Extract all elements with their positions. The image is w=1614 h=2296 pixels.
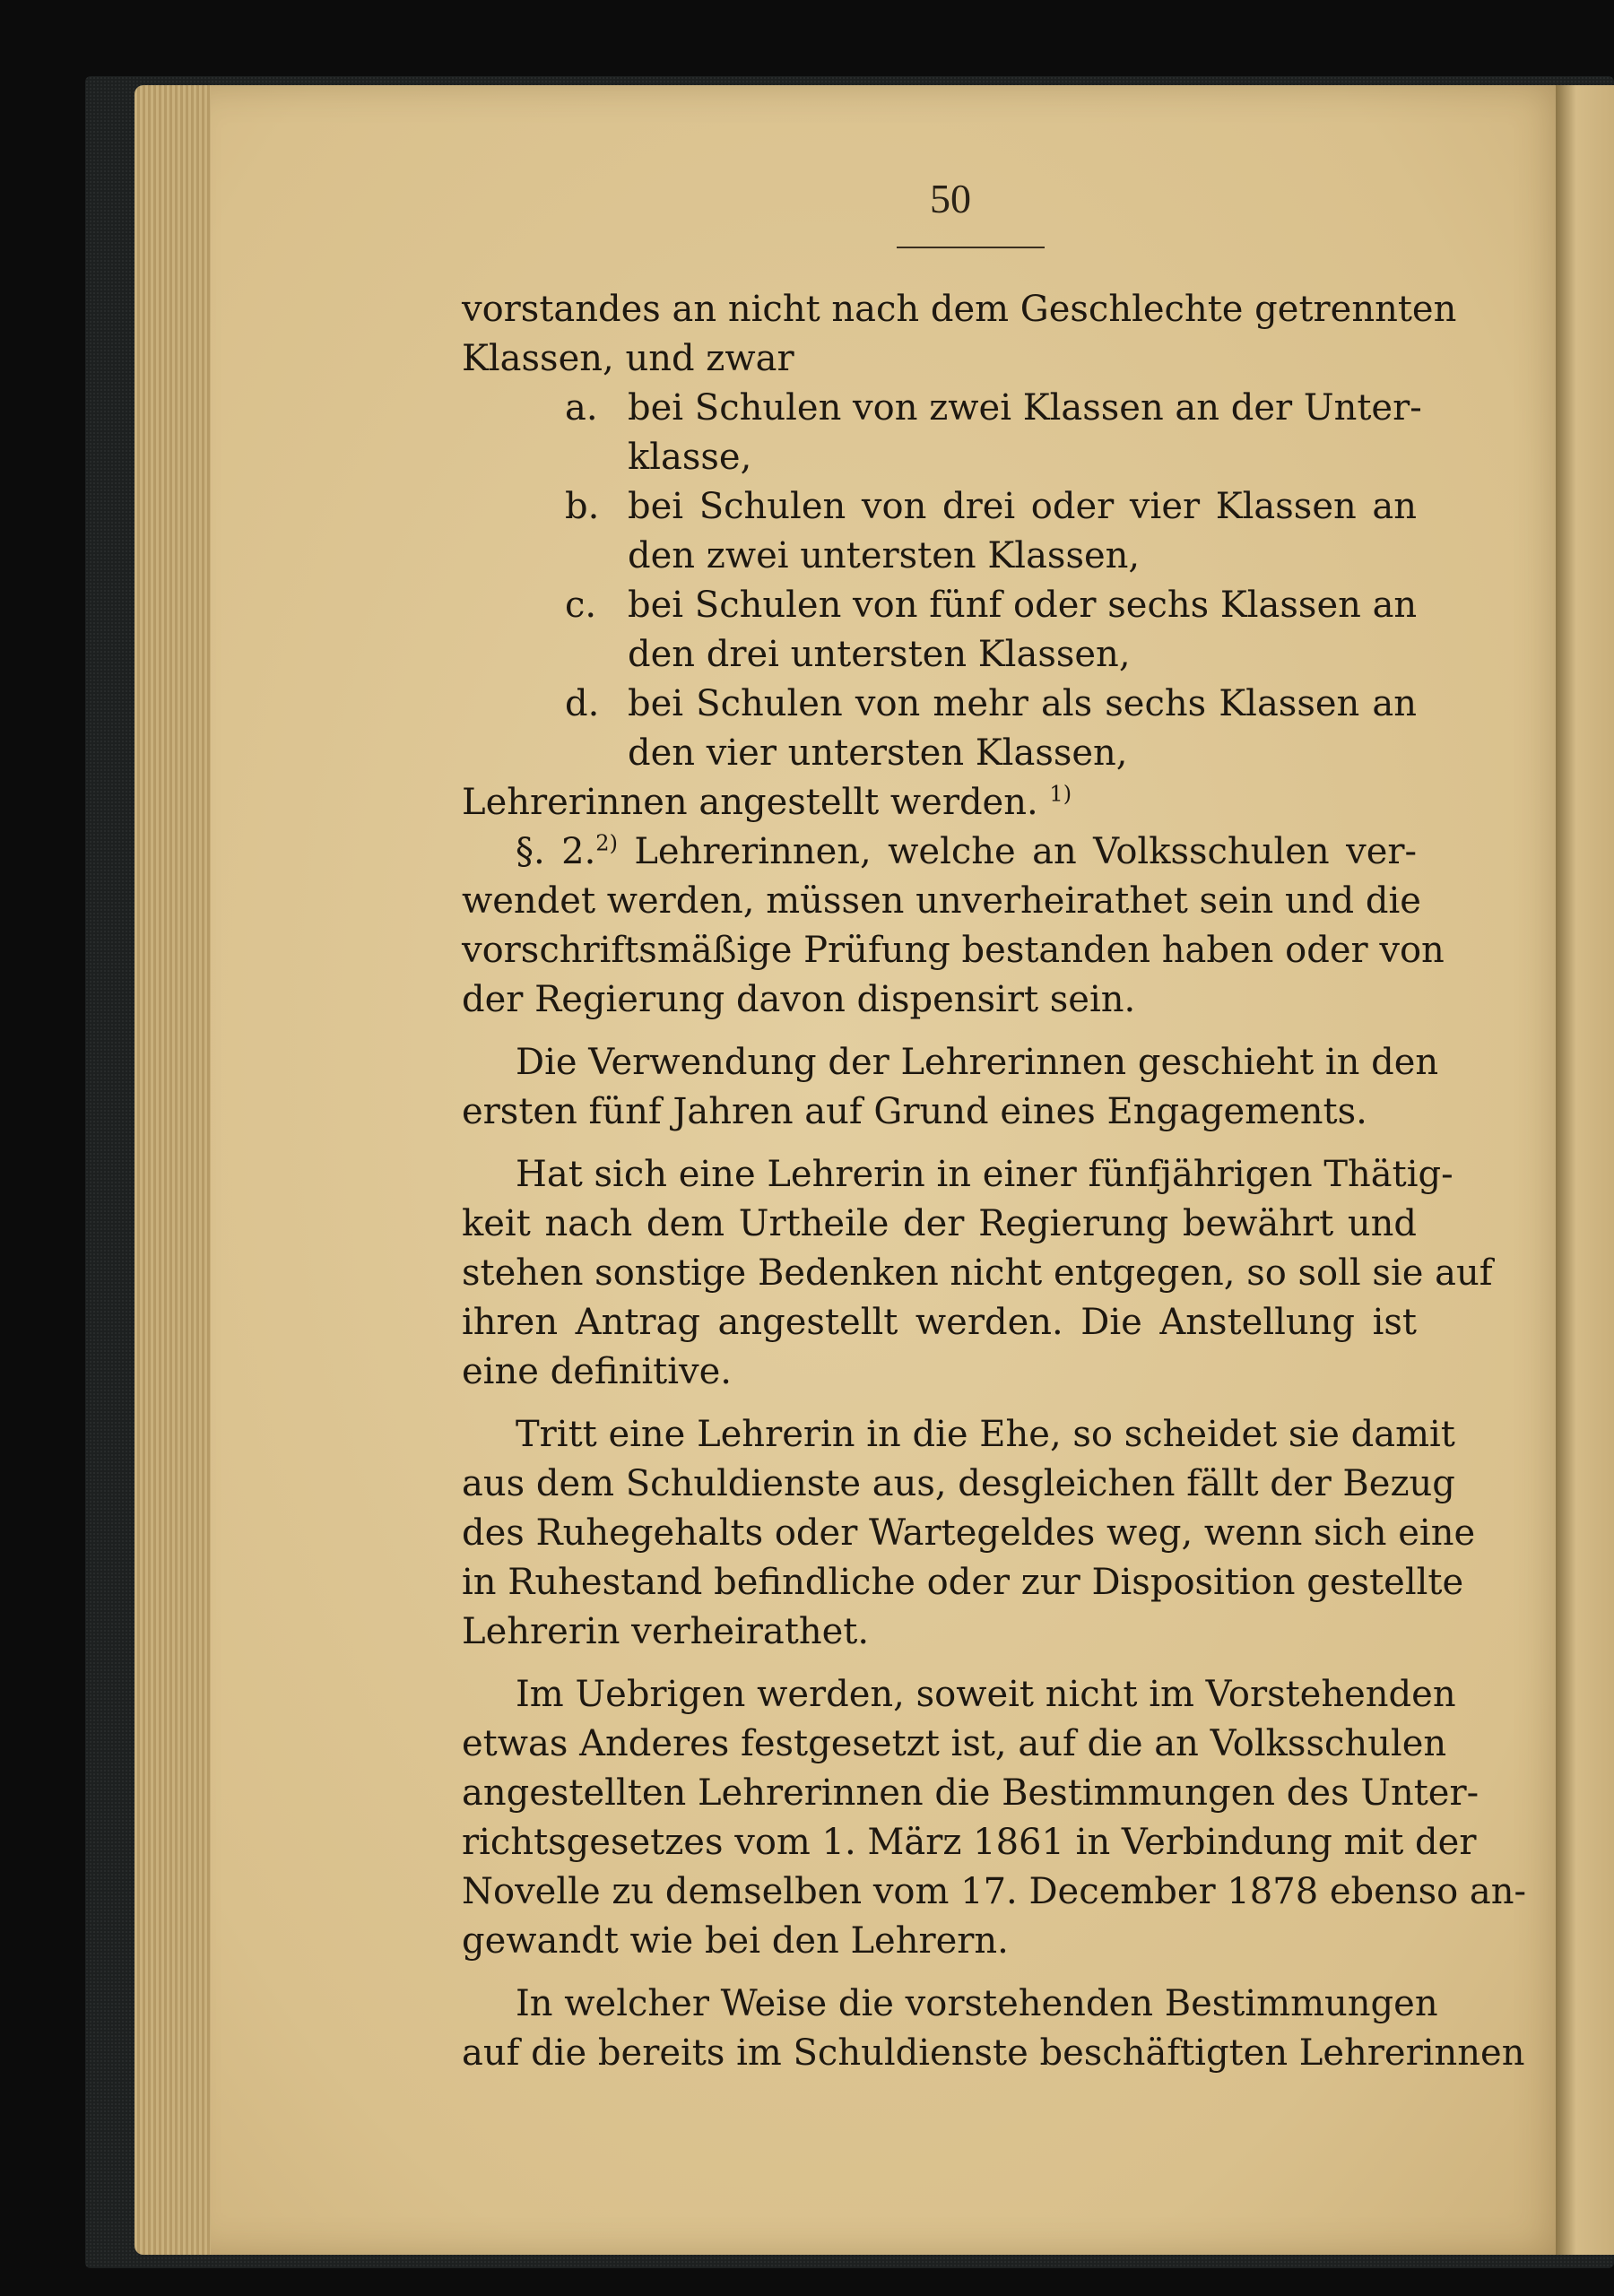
text-line: auf die bereits im Schuldienste beschäftigten Lehrerinnen: [462, 2032, 1525, 2074]
page-gutter: [1556, 85, 1614, 2255]
text-line: ersten fünf Jahren auf Grund eines Engagements.: [462, 1091, 1367, 1132]
text-line: etwas Anderes festgesetzt ist, auf die an Volksschulen: [462, 1723, 1447, 1764]
text-line: den drei untersten Klassen,: [628, 634, 1131, 675]
header-rule: [897, 247, 1045, 248]
text-line: angestellten Lehrerinnen die Bestimmungen des Unter-: [462, 1772, 1480, 1814]
item-label: a.: [565, 387, 598, 429]
text-line: klasse,: [628, 437, 752, 478]
text-line: aus dem Schuldienste aus, desgleichen fällt der Bezug: [462, 1463, 1455, 1504]
page-text: [462, 285, 1527, 2078]
text-line: ihren Antrag angestellt werden. Die Anstellung ist: [462, 1302, 1417, 1343]
text-line: vorstandes an nicht nach dem Geschlechte getrennten: [462, 289, 1457, 330]
footnote-marker: 2): [595, 830, 618, 856]
text-line: bei Schulen von mehr als sechs Klassen an: [628, 683, 1417, 724]
text-line: Lehrerin verheirathet.: [462, 1611, 870, 1652]
item-label: b.: [565, 486, 600, 527]
text-line: bei Schulen von zwei Klassen an der Unter-: [628, 387, 1422, 429]
text-line: vorschriftsmäßige Prüfung bestanden haben oder von: [462, 930, 1445, 971]
text-line: eine definitive.: [462, 1351, 732, 1392]
list-item: [462, 482, 1417, 532]
paragraph-start: Tritt eine Lehrerin in die Ehe, so scheidet sie damit: [516, 1414, 1455, 1455]
list-item: [462, 581, 1417, 630]
text-line: gewandt wie bei den Lehrern.: [462, 1920, 1009, 1962]
footnote-marker: 1): [1049, 781, 1072, 807]
item-label: d.: [565, 683, 600, 724]
text-line: des Ruhegehalts oder Wartegeldes weg, wenn sich eine: [462, 1512, 1476, 1554]
paragraph-start: Im Uebrigen werden, soweit nicht im Vorstehenden: [516, 1674, 1456, 1715]
text-line: Novelle zu demselben vom 17. December 1878 ebenso an-: [462, 1871, 1527, 1912]
page-number: 50: [930, 176, 971, 221]
list-item: [462, 384, 1422, 433]
text-line: den zwei untersten Klassen,: [628, 535, 1141, 576]
text-line: keit nach dem Urtheile der Regierung bewährt und: [462, 1203, 1417, 1244]
text-line: stehen sonstige Bedenken nicht entgegen, so soll sie auf: [462, 1252, 1493, 1294]
text-line: bei Schulen von drei oder vier Klassen an: [628, 486, 1417, 527]
text-line: den vier untersten Klassen,: [628, 732, 1128, 774]
text-line: der Regierung davon dispensirt sein.: [462, 979, 1136, 1020]
text-line: Lehrerinnen angestellt werden. $^{1)}$: [462, 781, 1072, 823]
text-line: Klassen, und zwar: [462, 338, 794, 379]
paragraph-start: Die Verwendung der Lehrerinnen geschieht in den: [516, 1042, 1439, 1083]
section-label: §. 2.: [516, 831, 596, 872]
paragraph-start: Hat sich eine Lehrerin in einer fünfjährigen Thätig-: [516, 1154, 1453, 1195]
paragraph-start: In welcher Weise die vorstehenden Bestimmungen: [516, 1983, 1438, 2024]
item-label: c.: [565, 585, 597, 626]
text-line: bei Schulen von fünf oder sechs Klassen an: [628, 585, 1418, 626]
text-line: wendet werden, müssen unverheirathet sein und die: [462, 880, 1421, 922]
section-heading-line: §. 2.$^{2)}$ Lehrerinnen, welche an Volksschulen ver-: [516, 830, 1417, 872]
text-line: richtsgesetzes vom 1. März 1861 in Verbindung mit der: [462, 1822, 1477, 1863]
list-item: [462, 680, 1417, 729]
text-line: in Ruhestand befindliche oder zur Disposition gestellte: [462, 1562, 1464, 1603]
